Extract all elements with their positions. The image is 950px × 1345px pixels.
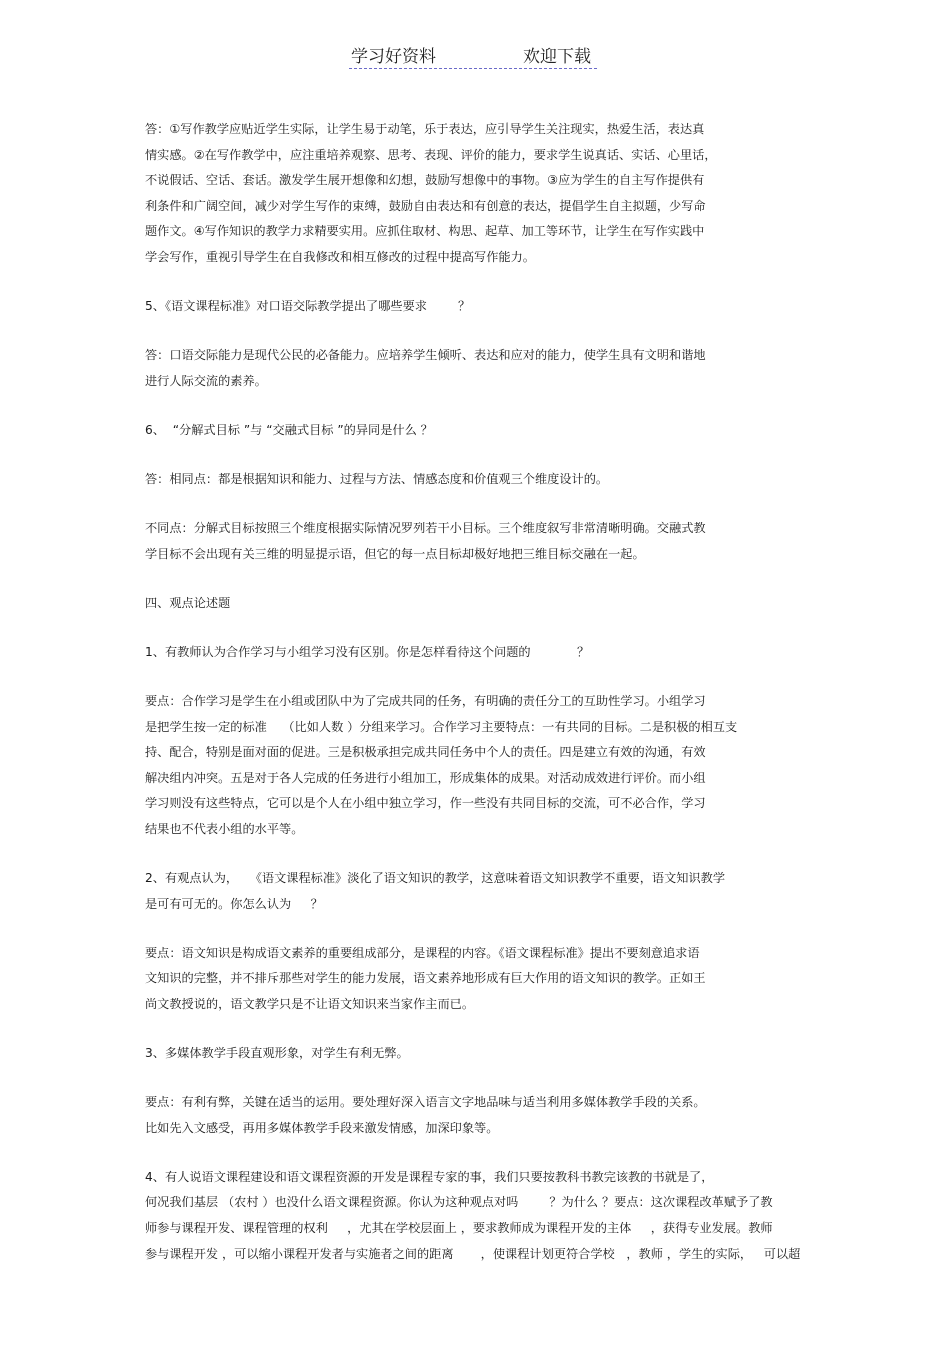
text-line: 不同点：分解式目标按照三个维度根据实际情况罗列若干小目标。三个维度叙写非常清晰明确。交融式教	[145, 521, 706, 536]
paragraph	[145, 294, 810, 320]
text-line: 3、多媒体教学手段直观形象，对学生有利无弊。	[145, 1045, 409, 1060]
paragraph	[145, 467, 810, 493]
text-line: 题作文。④写作知识的教学力求精要实用。应抓住取材、构思、起草、加工等环节，让学生在写作实践中	[145, 224, 705, 239]
text-line: 参与课程开发 ，可以缩小课程开发者与实施者之间的距离 ，使课程计划更符合学校 ，教师 ，学生的实际， 可以超	[145, 1246, 801, 1261]
text-line: 1、有教师认为合作学习与小组学习没有区别。你是怎样看待这个问题的 ？	[145, 644, 590, 659]
text-line: 答：口语交际能力是现代公民的必备能力。应培养学生倾听、表达和应对的能力，使学生具有文明和谐地	[145, 348, 706, 363]
paragraph	[145, 689, 810, 843]
paragraph	[145, 591, 810, 617]
text-line: 不说假话、空话、套话。激发学生展开想像和幻想，鼓励写想像中的事物。③应为学生的自主写作提供有	[145, 173, 705, 188]
text-line: 要点：语文知识是构成语文素养的重要组成部分，是课程的内容。《语文课程标准》提出不要刻意追求语	[145, 945, 700, 960]
text-line: 学目标不会出现有关三维的明显提示语，但它的每一点目标却极好地把三维目标交融在一起。	[145, 546, 645, 561]
text-line: 四、观点论述题	[145, 595, 231, 610]
text-line: 答：相同点：都是根据知识和能力、过程与方法、情感态度和价值观三个维度设计的。	[145, 471, 609, 486]
page-header	[349, 38, 597, 69]
text-line: 何况我们基层 （农村 ）也没什么语文课程资源。你认为这种观点对吗 ？为什么 ？要点：这次课程改革赋予了教	[145, 1195, 773, 1210]
text-line: 情实感。②在写作教学中，应注重培养观察、思考、表现、评价的能力，要求学生说真话、实话、心里话，	[145, 147, 717, 162]
text-line: 6、 “分解式目标 ”与 “交融式目标 ”的异同是什么 ？	[145, 422, 433, 437]
paragraph	[145, 941, 810, 1018]
paragraph	[145, 866, 810, 917]
paragraph	[145, 117, 810, 271]
text-line: 要点：合作学习是学生在小组或团队中为了完成共同的任务，有明确的责任分工的互助性学习。小组学习	[145, 693, 706, 708]
paragraph	[145, 516, 810, 567]
paragraph	[145, 640, 810, 666]
text-line: 尚文教授说的，语文教学只是不让语文知识来当家作主而已。	[145, 996, 475, 1011]
text-line: 是把学生按一定的标准 （比如人数 ）分组来学习。合作学习主要特点：一有共同的目标。二是积极的相互支	[145, 719, 738, 734]
paragraph	[145, 1041, 810, 1067]
text-line: 师参与课程开发、课程管理的权利 ，尤其在学校层面上 ，要求教师成为课程开发的主体 ，获得专业发展。教师	[145, 1220, 773, 1235]
paragraph	[145, 418, 810, 444]
text-line: 2、有观点认为， 《语文课程标准》淡化了语文知识的教学，这意味着语文知识教学不重要，语文知识教学	[145, 870, 726, 885]
text-line: 答：①写作教学应贴近学生实际，让学生易于动笔，乐于表达，应引导学生关注现实，热爱生活，表达真	[145, 122, 705, 136]
text-line: 4、有人说语文课程建设和语文课程资源的开发是课程专家的事，我们只要按教科书教完该教的书就是了，	[145, 1169, 714, 1184]
text-line: 结果也不代表小组的水平等。	[145, 821, 304, 836]
text-line: 比如先入文感受，再用多媒体教学手段来激发情感，加深印象等。	[145, 1120, 499, 1135]
paragraph	[145, 1165, 810, 1267]
paragraph	[145, 1090, 810, 1141]
header-right-text: 欢迎下载	[523, 47, 591, 67]
text-line: 持、配合，特别是面对面的促进。三是积极承担完成共同任务中个人的责任。四是建立有效的沟通，有效	[145, 745, 706, 760]
paragraph	[145, 343, 810, 394]
header-left-text: 学习好资料	[351, 47, 436, 67]
text-line: 利条件和广阔空间，减少对学生写作的束缚，鼓励自由表达和有创意的表达，提倡学生自主拟题，少写命	[145, 198, 706, 213]
text-line: 5、《语文课程标准》对口语交际教学提出了哪些要求 ？	[145, 299, 471, 314]
text-line: 学会写作，重视引导学生在自我修改和相互修改的过程中提高写作能力。	[145, 249, 535, 264]
text-line: 是可有可无的。你怎么认为 ？	[145, 896, 323, 911]
text-line: 要点：有利有弊，关键在适当的运用。要处理好深入语言文字地品味与适当利用多媒体教学手段的关系。	[145, 1095, 706, 1110]
text-line: 文知识的完整，并不排斥那些对学生的能力发展，语文素养地形成有巨大作用的语文知识的教学。正如王	[145, 971, 706, 986]
text-line: 进行人际交流的素养。	[145, 373, 267, 388]
document-body	[145, 117, 810, 1291]
text-line: 解决组内冲突。五是对于各人完成的任务进行小组加工，形成集体的成果。对活动成效进行评价。而小组	[145, 770, 706, 785]
text-line: 学习则没有这些特点，它可以是个人在小组中独立学习，作一些没有共同目标的交流，可不必合作，学习	[145, 796, 706, 811]
